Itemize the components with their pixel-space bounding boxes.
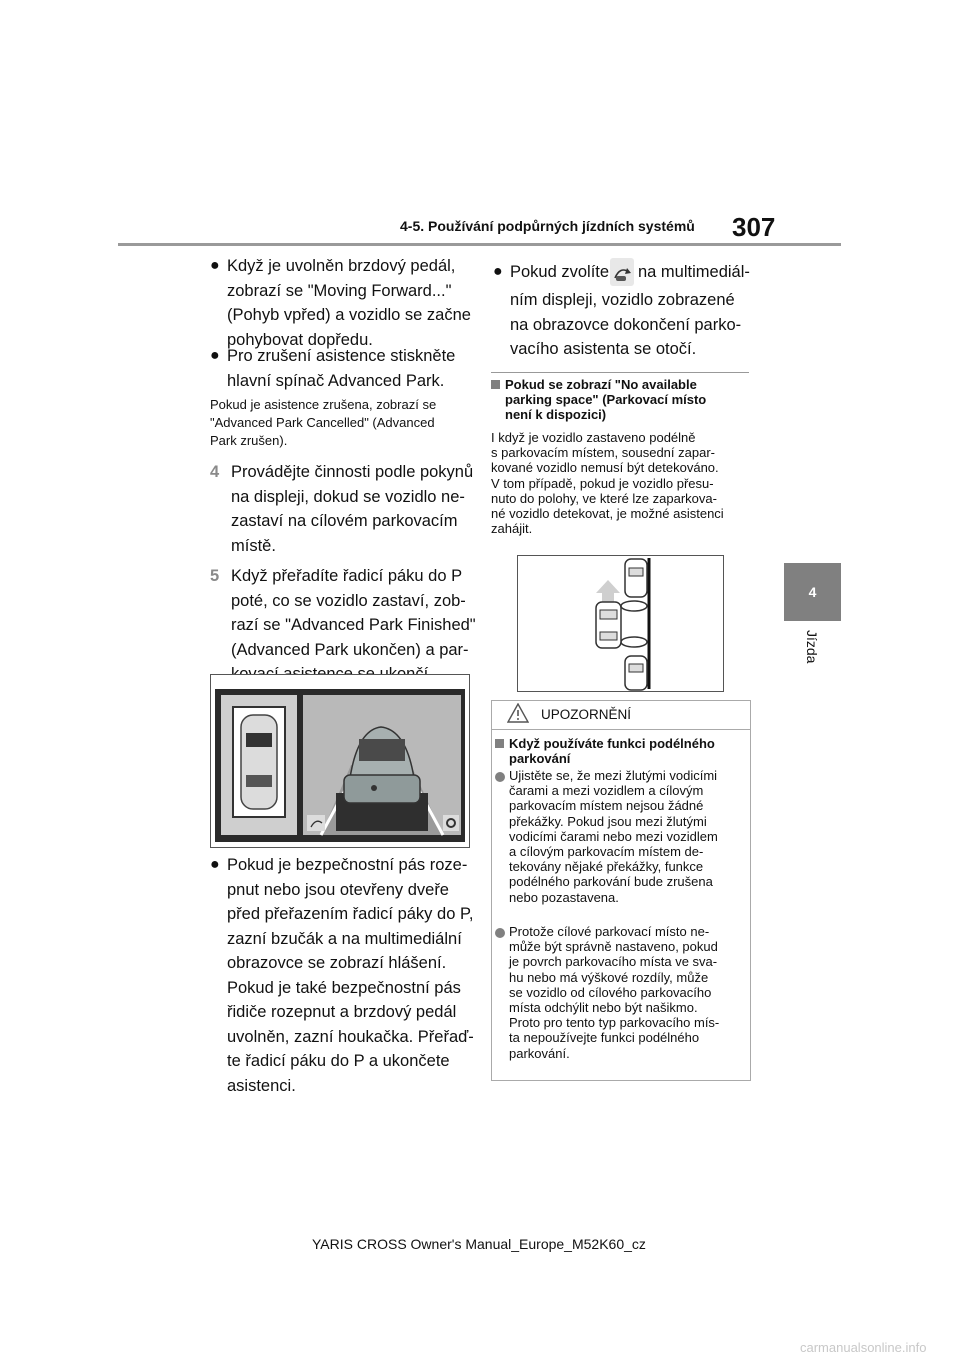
chapter-label: Jízda	[804, 630, 820, 664]
no-space-heading: Pokud se zobrazí "No available parking space" (Parkovací místo není k dispozici)	[491, 377, 751, 422]
caution-heading: Když používáte funkci podélného parkování	[495, 736, 750, 781]
caution-rule	[491, 729, 751, 730]
bullet-dot: ●	[210, 257, 220, 274]
square-marker-icon	[491, 380, 500, 389]
no-space-text: I když je vozidlo zastaveno podélně s parkovacím místem, sousední zapar- kované vozidlo nemusí být detekováno. V tom případě, pokud je vozidlo přesu- nuto do polohy, ve které lze zaparkova- né vozidlo detekovat, je možné asistenci zahájit.	[491, 430, 724, 537]
watermark: carmanualsonline.info	[800, 1340, 927, 1355]
car-rotate-icon	[610, 258, 634, 286]
parallel-parking-diagram	[518, 556, 723, 691]
chapter-tab[interactable]: 4	[784, 563, 841, 621]
cancel-note: Pokud je asistence zrušena, zobrazí se "Advanced Park Cancelled" (Advanced Park zrušen).	[210, 397, 437, 448]
circle-marker-icon	[495, 772, 505, 782]
warning-triangle-icon	[507, 703, 529, 728]
gear-icon[interactable]	[443, 815, 459, 831]
subhead-rule	[491, 372, 749, 373]
bullet-dot: ●	[210, 856, 220, 873]
parking-screen-illustration	[211, 675, 469, 847]
car-rotate-icon[interactable]	[307, 815, 325, 831]
section-title: 4-5. Používání podpůrných jízdních systémů	[400, 218, 695, 234]
circle-marker-icon	[495, 928, 505, 938]
page-number: 307	[732, 212, 776, 242]
square-marker-icon	[495, 739, 504, 748]
caution-title: UPOZORNĚNÍ	[541, 707, 632, 722]
caution-item-2: Protože cílové parkovací místo ne- může být správně nastaveno, pokud je povrch parkovacího místa ve sva- hu nebo má výškové rozdíly, může se vozidlo od cílového parkovacího místa odchýlit nebo být našikmo. Proto pro tento typ parkovacího mís- ta nepoužívejte funkci podélného parkování.	[509, 924, 720, 1061]
footer-text: YARIS CROSS Owner's Manual_Europe_M52K60_cz	[312, 1236, 646, 1252]
header-rule	[118, 243, 841, 246]
bullet-dot: ●	[210, 347, 220, 364]
caution-item-1: Ujistěte se, že mezi žlutými vodicími čarami a mezi vozidlem a cílovým parkovacím místem nejsou žádné překážky. Pokud jsou mezi žlutými vodicími čarami nebo mezi vozidlem a cílovým parkovacím místem de- tekovány nějaké překážky, funkce podélného parkování bude zrušena nebo pozastavena.	[509, 768, 718, 905]
parallel-parking-figure	[517, 555, 724, 692]
bullet-dot: ●	[493, 263, 503, 280]
parking-screen-figure	[210, 674, 470, 848]
